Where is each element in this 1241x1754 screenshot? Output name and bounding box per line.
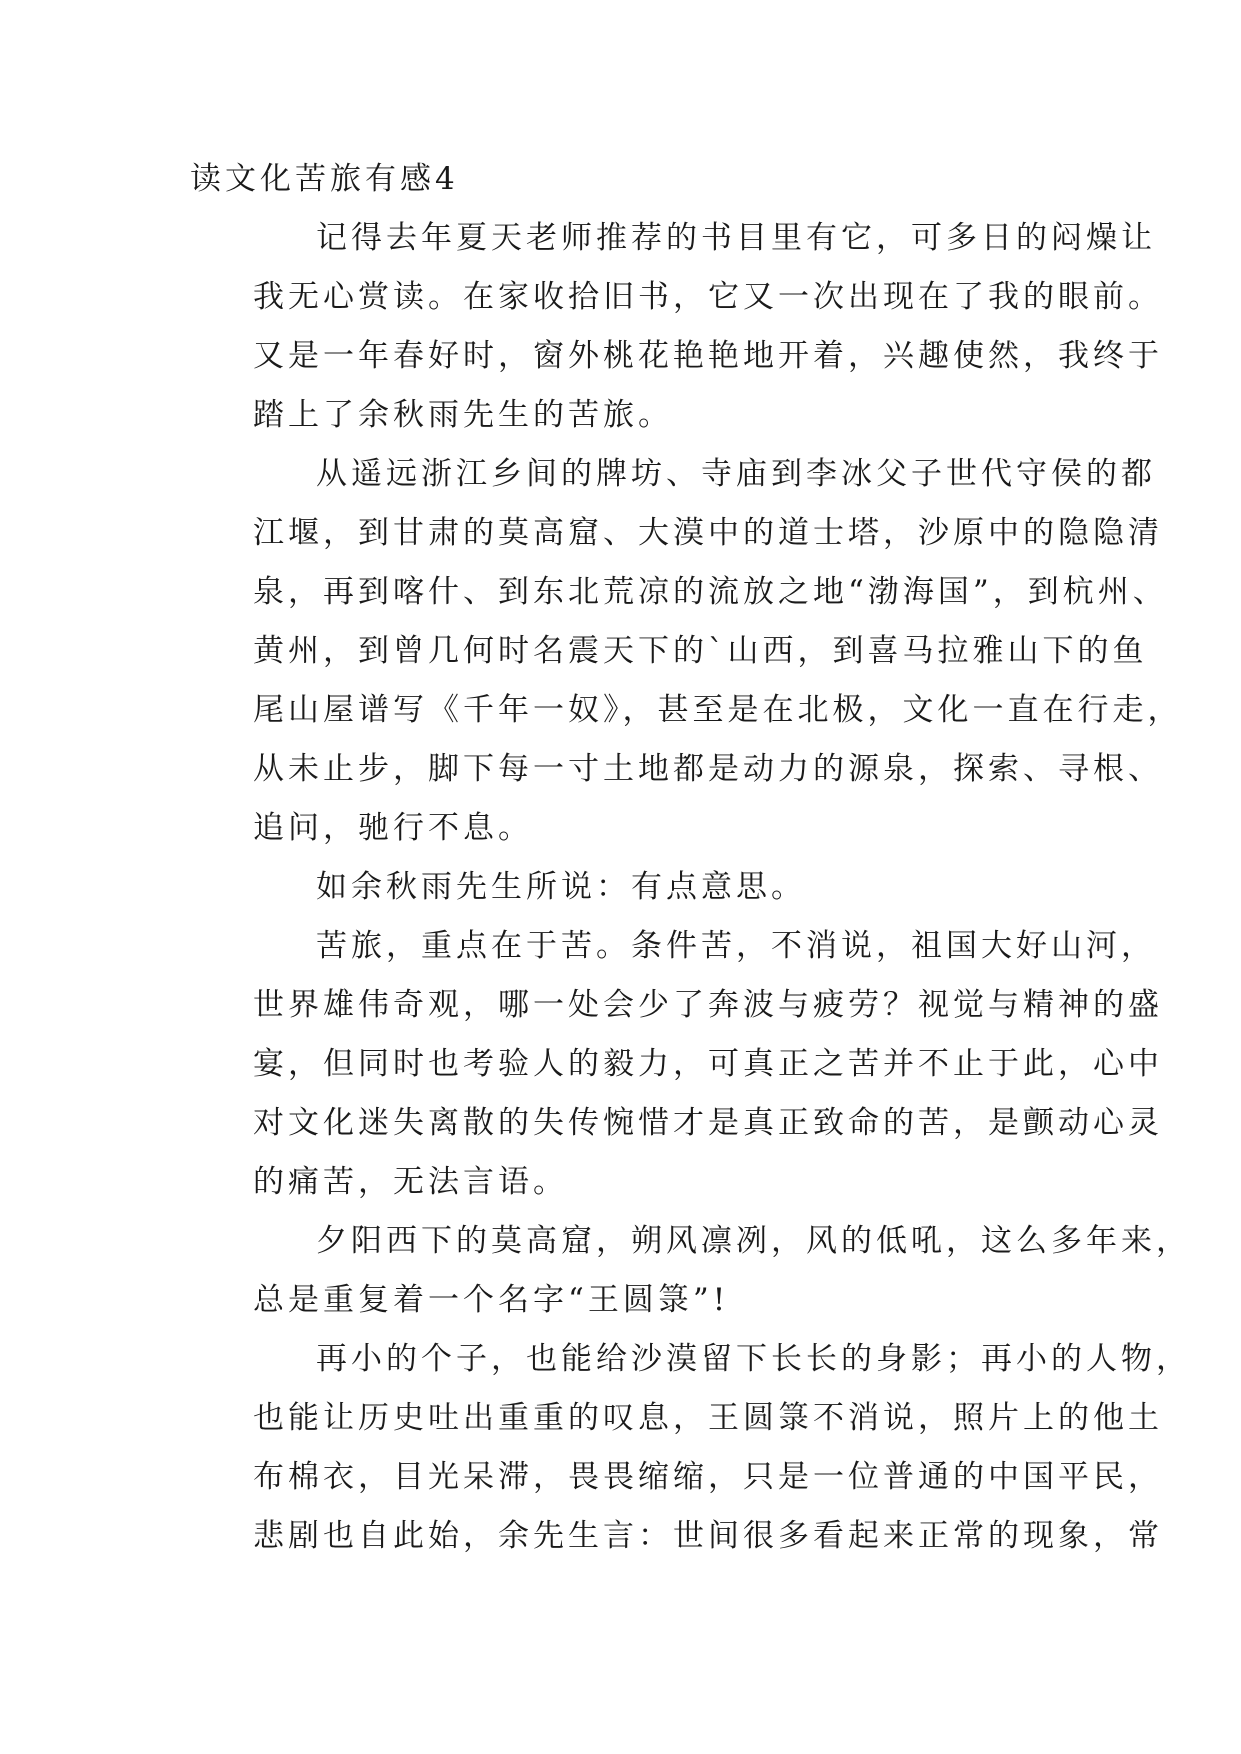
paragraph-line: 如余秋雨先生所说：有点意思。 [316,869,806,905]
paragraph-line: 对文化迷失离散的失传惋惜才是真正致命的苦，是颤动心灵 [253,1105,1163,1141]
paragraph-line: 悲剧也自此始，余先生言：世间很多看起来正常的现象，常 [253,1518,1163,1554]
paragraph-line: 夕阳西下的莫高窟，朔风凛冽，风的低吼，这么多年来， [316,1223,1191,1259]
paragraph-line: 江堰，到甘肃的莫高窟、大漠中的道士塔，沙原中的隐隐清 [253,515,1163,551]
document-title: 读文化苦旅有感4 [190,161,459,197]
paragraph-line: 从遥远浙江乡间的牌坊、寺庙到李冰父子世代守侯的都 [316,456,1156,492]
paragraph-line: 黄州，到曾几何时名震天下的`山西，到喜马拉雅山下的鱼 [253,633,1148,669]
paragraph-line: 也能让历史吐出重重的叹息，王圆箓不消说，照片上的他土 [253,1400,1163,1436]
paragraph-line: 布棉衣，目光呆滞，畏畏缩缩，只是一位普通的中国平民， [253,1459,1163,1495]
paragraph-3 [190,858,1075,917]
paragraph-line: 我无心赏读。在家收拾旧书，它又一次出现在了我的眼前。 [253,279,1163,315]
paragraph-line: 尾山屋谱写《千年一奴》，甚至是在北极，文化一直在行走， [253,692,1183,728]
paragraph-2 [190,445,1183,858]
paragraph-5 [190,1212,1191,1330]
paragraph-6 [190,1330,1191,1566]
paragraph-line: 从未止步，脚下每一寸土地都是动力的源泉，探索、寻根、 [253,751,1163,787]
paragraph-line: 追问，驰行不息。 [253,810,533,846]
paragraph-line: 又是一年春好时，窗外桃花艳艳地开着，兴趣使然，我终于 [253,338,1163,374]
paragraph-4 [190,917,1163,1212]
paragraph-line: 宴，但同时也考验人的毅力，可真正之苦并不止于此，心中 [253,1046,1163,1082]
paragraph-line: 再小的个子，也能给沙漠留下长长的身影；再小的人物， [316,1341,1191,1377]
paragraph-line: 记得去年夏天老师推荐的书目里有它，可多日的闷燥让 [316,220,1156,256]
paragraph-line: 总是重复着一个名字“王圆箓”! [253,1282,730,1318]
document-body [190,150,1191,1566]
paragraph-line: 踏上了余秋雨先生的苦旅。 [253,397,673,433]
paragraph-line: 世界雄伟奇观，哪一处会少了奔波与疲劳？视觉与精神的盛 [253,987,1163,1023]
paragraph-1 [190,209,1163,445]
paragraph-line: 的痛苦，无法言语。 [253,1164,568,1200]
paragraph-line: 苦旅，重点在于苦。条件苦，不消说，祖国大好山河， [316,928,1156,964]
paragraph-line: 泉，再到喀什、到东北荒凉的流放之地“渤海国”，到杭州、 [253,574,1168,610]
